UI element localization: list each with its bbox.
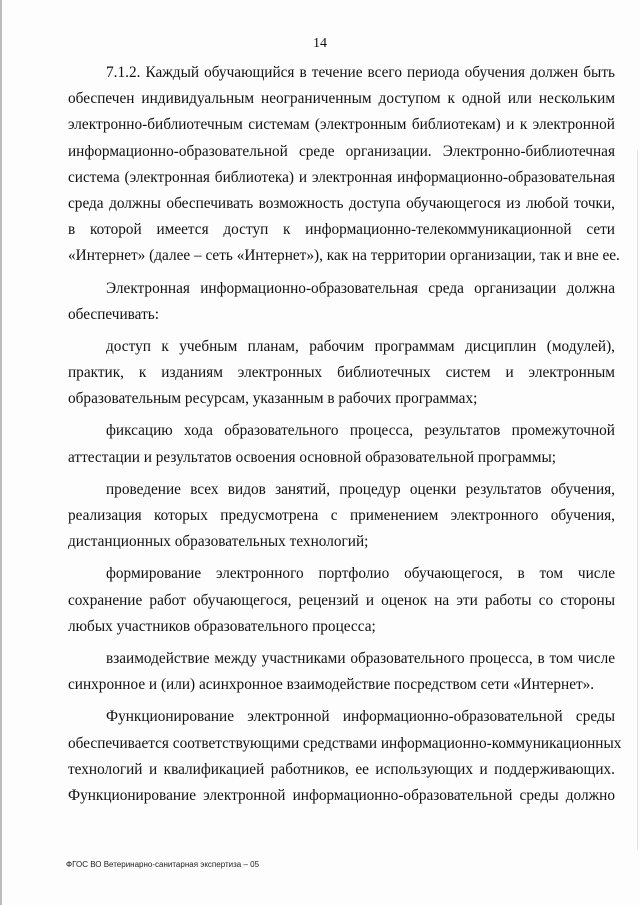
text-line: реализация которых предусмотрена с применением электронного обучения, — [68, 507, 615, 524]
text-line: дистанционных образовательных технологий; — [68, 533, 369, 551]
text-line: сохранение работ обучающегося, рецензий и оценок на эти работы со стороны — [68, 591, 615, 609]
text-line: технологий и квалификацией работников, ее использующих и поддерживающих. — [68, 760, 615, 778]
text-line: обеспечен индивидуальным неограниченным доступом к одной или нескольким — [68, 90, 615, 108]
text-line: электронно-библиотечным системам (электронным библиотекам) и к электронной — [68, 116, 615, 134]
text-line: Функционирование электронной информационно-образовательной среды должно — [68, 786, 615, 804]
text-line: 7.1.2. Каждый обучающийся в течение всего периода обучения должен быть — [106, 64, 615, 81]
text-line: Электронная информационно-образовательная среда организации должна — [106, 279, 615, 297]
text-line: система (электронная библиотека) и электронная информационно-образовательная — [68, 168, 615, 186]
text-line: практик, к изданиям электронных библиотечных систем и электронным — [68, 364, 615, 382]
text-line: в которой имеется доступ к информационно-телекоммуникационной сети — [68, 221, 615, 239]
scan-edge — [0, 0, 2, 905]
text-line: любых участников образовательного процесса; — [68, 617, 376, 635]
paragraph — [68, 276, 615, 328]
paragraph — [68, 561, 615, 640]
text-line: аттестации и результатов освоения основной образовательной программы; — [68, 448, 556, 466]
text-line: среда должны обеспечивать возможность доступа обучающегося из любой точки, — [68, 194, 615, 212]
text-line: взаимодействие между участниками образовательного процесса, в том числе — [106, 649, 615, 667]
paragraph — [68, 477, 615, 556]
page-number: 14 — [313, 36, 327, 51]
text-line: фиксацию хода образовательного процесса, результатов промежуточной — [106, 422, 615, 440]
paragraph — [68, 704, 622, 809]
text-line: информационно-образовательной среде организации. Электронно-библиотечная — [68, 142, 615, 160]
scan-edge — [637, 150, 638, 850]
text-line: Функционирование электронной информационно-образовательной среды — [106, 708, 615, 726]
document-footer: ФГОС ВО Ветеринарно-санитарная экспертиза – 05 — [66, 860, 260, 869]
text-line: образовательным ресурсам, указанным в рабочих программах; — [68, 390, 478, 408]
text-line: обеспечивать: — [68, 305, 159, 323]
paragraph — [68, 646, 615, 698]
body-text — [68, 60, 622, 809]
text-line: формирование электронного портфолио обучающегося, в том числе — [106, 565, 615, 583]
paragraph — [68, 418, 615, 470]
text-line: доступ к учебным планам, рабочим программам дисциплин (модулей), — [106, 337, 615, 355]
text-line: проведение всех видов занятий, процедур оценки результатов обучения, — [106, 480, 615, 498]
text-line: «Интернет» (далее – сеть «Интернет»), как на территории организации, так и вне ее. — [68, 247, 620, 265]
text-line: обеспечивается соответствующими средствами информационно-коммуникационных — [68, 734, 622, 752]
paragraph — [68, 60, 620, 270]
paragraph — [68, 334, 615, 413]
text-line: синхронное и (или) асинхронное взаимодействие посредством сети «Интернет». — [68, 676, 595, 694]
